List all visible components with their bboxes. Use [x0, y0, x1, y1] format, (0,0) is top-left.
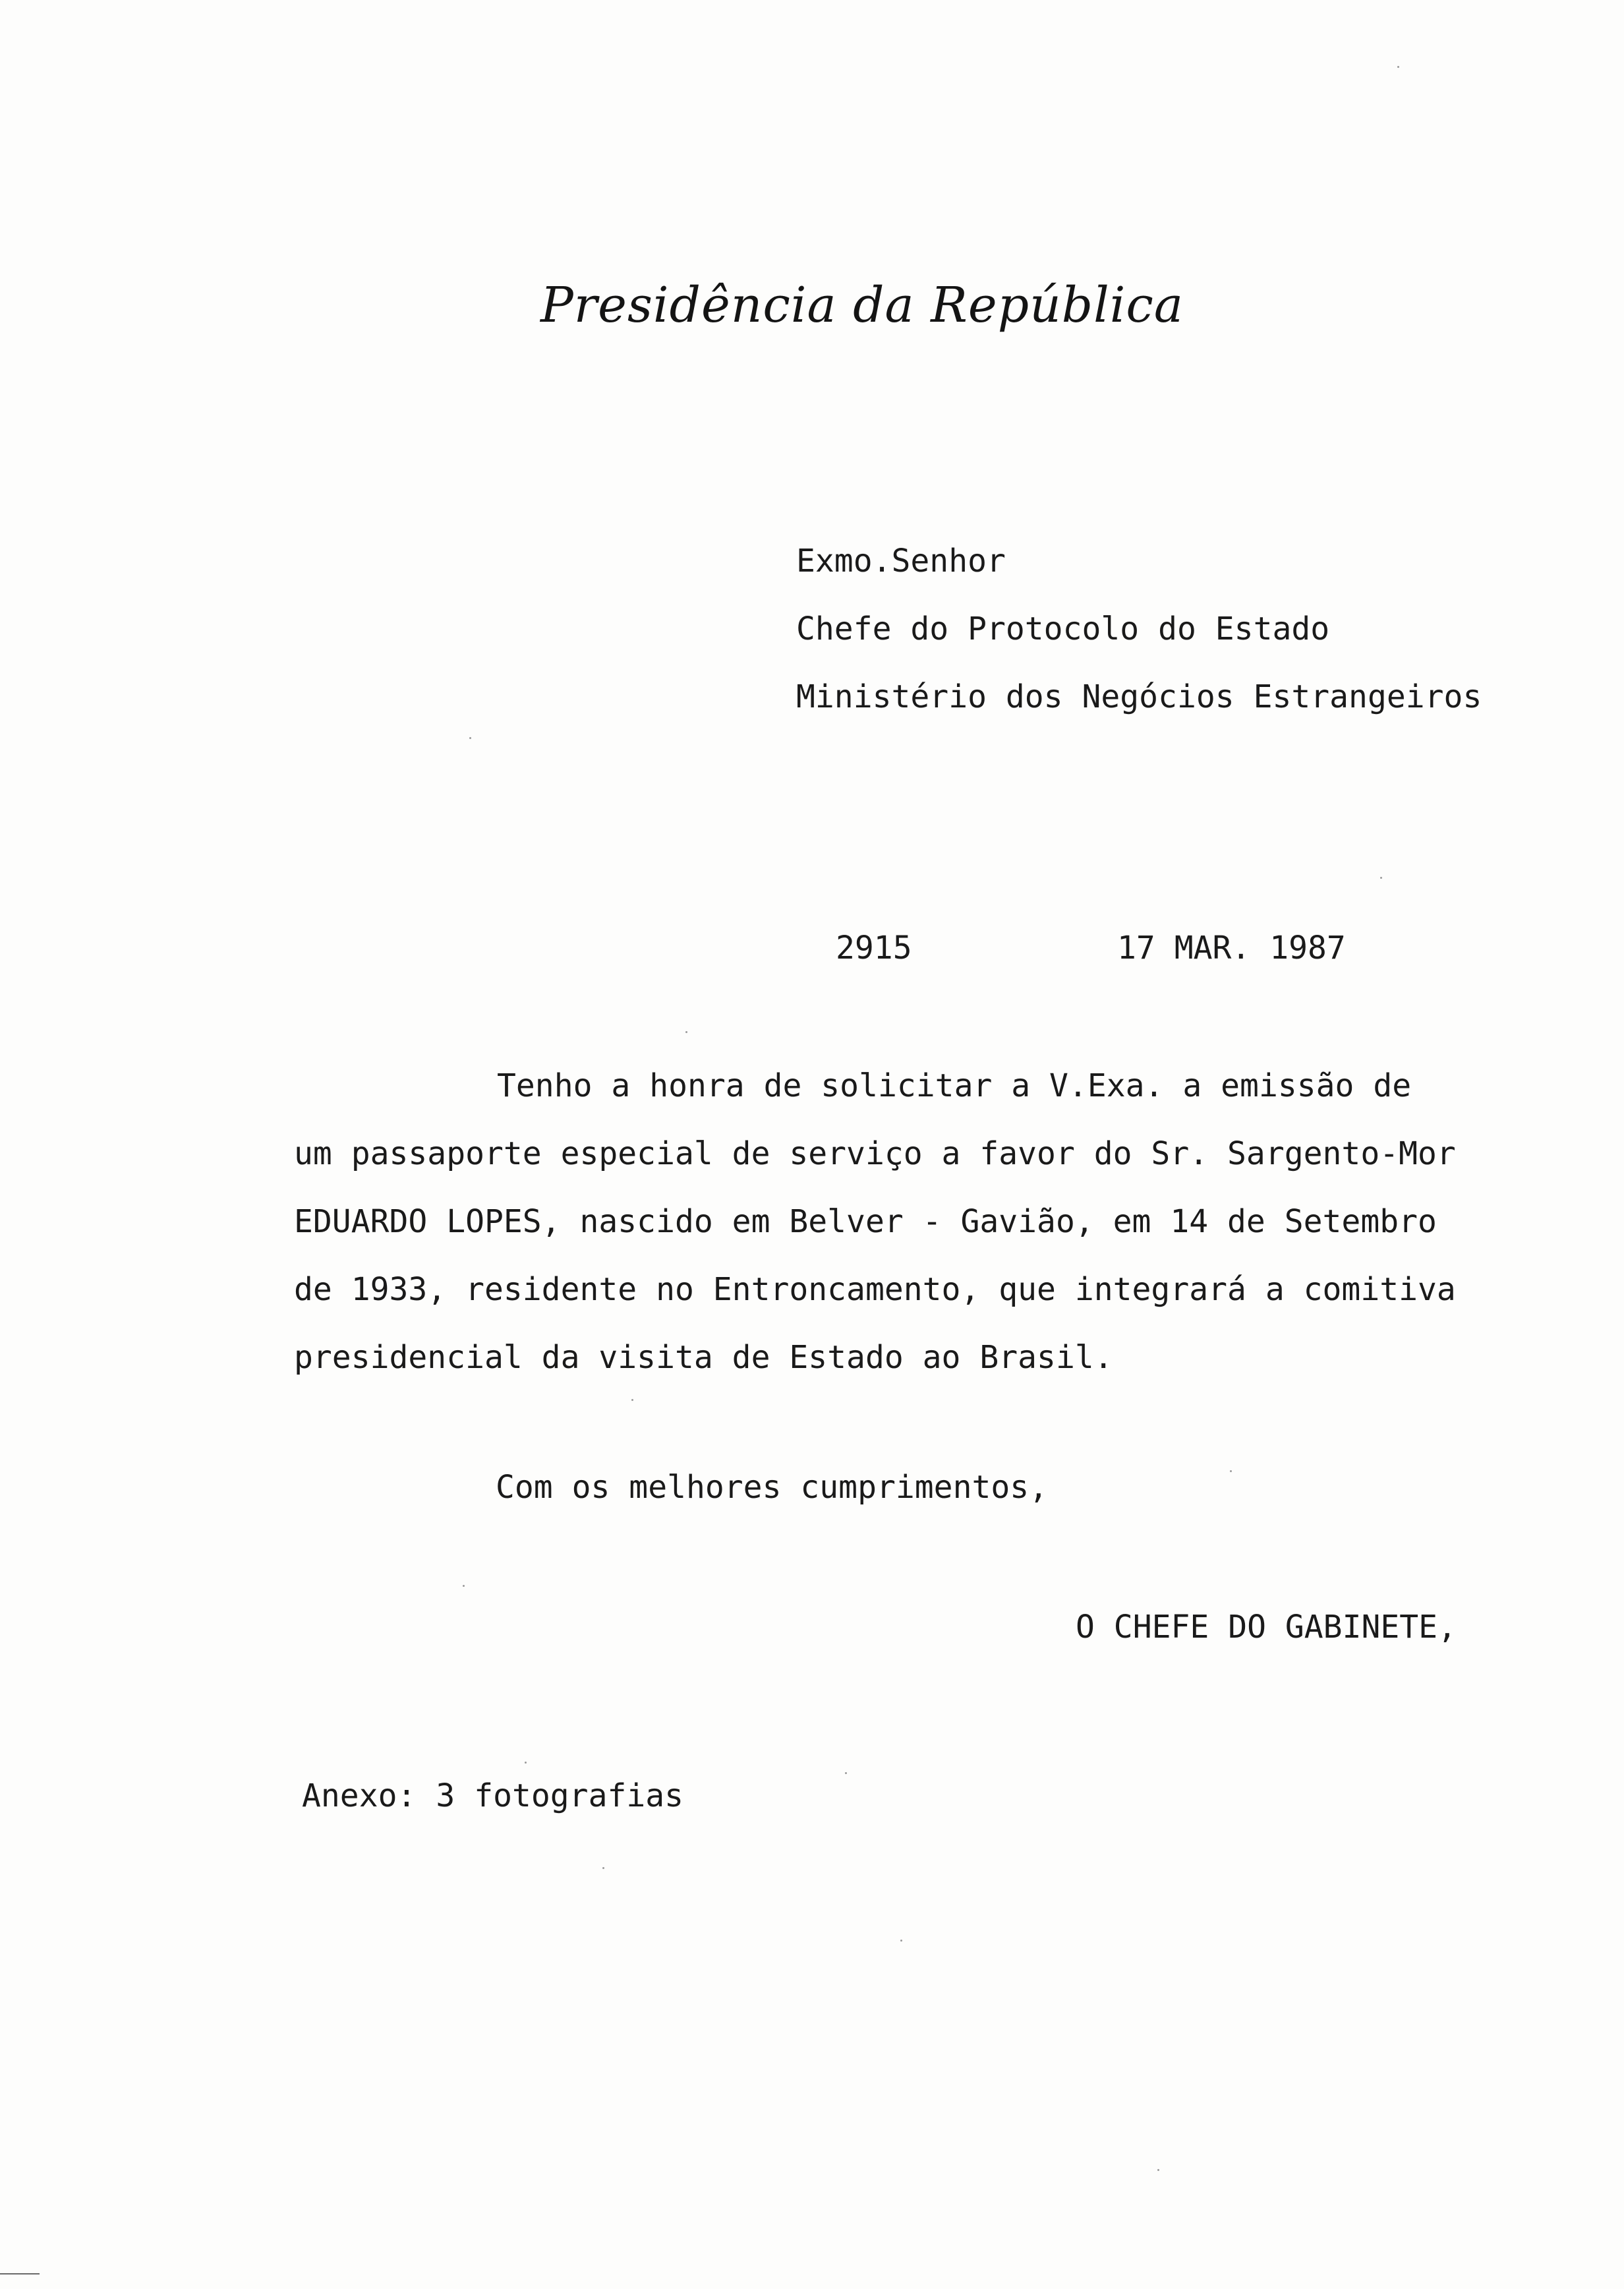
paper-speck [469, 737, 471, 739]
paper-speck [1230, 1470, 1232, 1472]
paper-speck [1380, 877, 1382, 879]
paper-speck [463, 1585, 465, 1587]
paper-speck [1397, 66, 1399, 68]
addressee-salutation: Exmo.Senhor [796, 543, 1006, 580]
closing-line: Com os melhores cumprimentos, [496, 1469, 1049, 1506]
body-line: EDUARDO LOPES, nascido em Belver - Gavião, em 14 de Setembro [294, 1203, 1437, 1240]
paper-speck [631, 1399, 633, 1401]
body-line: um passaporte especial de serviço a favor do Sr. Sargento-Mor [294, 1135, 1456, 1172]
letterhead-title: Presidência da República [540, 277, 1184, 334]
paper-speck [602, 1867, 604, 1869]
reference-number: 2915 [836, 930, 912, 966]
annex-value: 3 fotografias [436, 1777, 684, 1814]
addressee-ministry: Ministério dos Negócios Estrangeiros [796, 678, 1482, 715]
addressee-block [796, 527, 1482, 731]
body-line: presidencial da visita de Estado ao Brasil. [294, 1339, 1113, 1376]
paper-speck [525, 1762, 527, 1764]
paper-speck [1157, 2169, 1159, 2171]
paper-speck [845, 1772, 847, 1774]
body-line: de 1933, residente no Entroncamento, que integrará a comitiva [294, 1271, 1456, 1308]
annex-line [302, 1777, 683, 1814]
paper-speck [685, 1031, 687, 1033]
reference-date: 17 MAR. 1987 [1117, 930, 1346, 966]
addressee-title: Chefe do Protocolo do Estado [796, 610, 1330, 647]
annex-label: Anexo: [302, 1777, 417, 1814]
letter-body [294, 1052, 1456, 1392]
signature-title: O CHEFE DO GABINETE, [1076, 1609, 1457, 1646]
paper-speck [900, 1940, 902, 1942]
page-edge-mark [0, 2273, 40, 2274]
body-line: Tenho a honra de solicitar a V.Exa. a emissão de [497, 1067, 1412, 1104]
